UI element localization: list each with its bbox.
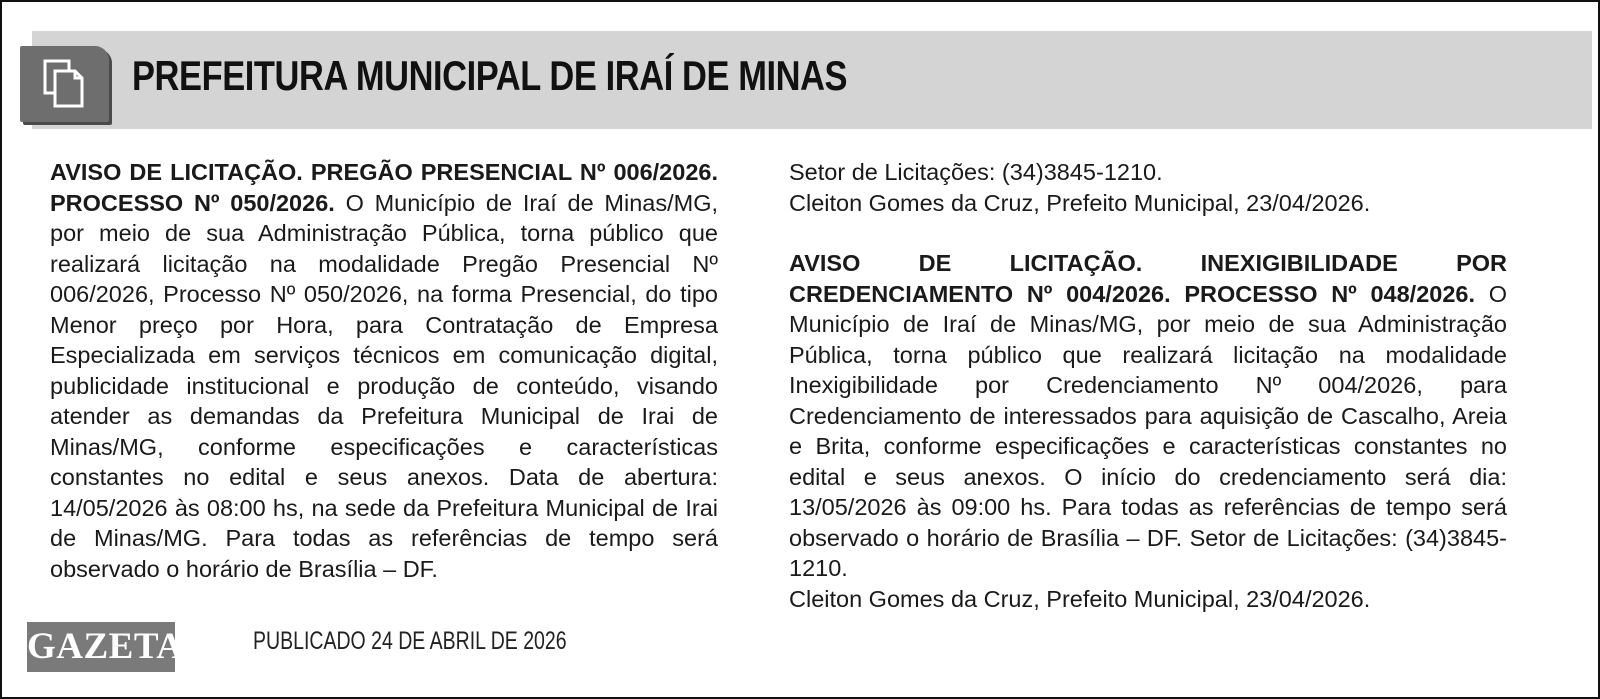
notice-title: AVISO DE LICITAÇÃO. INEXIGIBILIDADE POR CREDENCIAMENTO Nº 004/2026. PROCESSO Nº 048/2026. <box>789 250 1507 307</box>
header-icon-box <box>20 46 109 122</box>
gazeta-logo: GAZETA <box>27 622 175 672</box>
notice-contact: Setor de Licitações: (34)3845-1210. <box>789 159 1163 185</box>
notice-title: AVISO DE LICITAÇÃO. PREGÃO PRESENCIAL Nº 006/2026. PROCESSO Nº 050/2026. <box>50 159 718 216</box>
notice-body: O Município de Iraí de Minas/MG, por meio de sua Administração Pública, torna público que realizará licitação na modalidade Inexigibilidade por Credenciamento Nº 004/2026, para Credenciamento de interessados para aquisição de Cascalho, Areia e Brita, conforme especificações e características constantes no edital e seus anexos. O início do credenciamento será dia: 13/05/2026 às 09:00 hs. Para todas as referências de tempo será observado o horário de Brasília – DF. Setor de Licitações: (34)3845-1210. <box>789 280 1507 581</box>
notice-pregao-presencial <box>50 157 718 584</box>
page-title: PREFEITURA MUNICIPAL DE IRAÍ DE MINAS <box>132 52 848 99</box>
paragraph-spacer <box>789 218 1507 248</box>
notice-signature: Cleiton Gomes da Cruz, Prefeito Municipal, 23/04/2026. <box>789 585 1371 612</box>
notice-body: O Município de Iraí de Minas/MG, por meio de sua Administração Pública, torna público que realizará licitação na modalidade Pregão Presencial Nº 006/2026, Processo Nº 050/2026, na forma Presencial, do tipo Menor preço por Hora, para Contratação de Empresa Especializada em serviços técnicos em comunicação digital, publicidade institucional e produção de conteúdo, visando atender as demandas da Prefeitura Municipal de Irai de Minas/MG, conforme especificações e características constantes no edital e seus anexos. Data de abertura: 14/05/2026 às 08:00 hs, na sede da Prefeitura Municipal de Irai de Minas/MG. Para todas as referências de tempo será observado o horário de Brasília – DF. <box>50 189 719 582</box>
right-column <box>789 157 1507 614</box>
notice-inexigibilidade <box>789 248 1507 584</box>
notice-signature: Cleiton Gomes da Cruz, Prefeito Municipal, 23/04/2026. <box>789 189 1371 216</box>
publication-date: PUBLICADO 24 DE ABRIL DE 2026 <box>253 627 567 655</box>
